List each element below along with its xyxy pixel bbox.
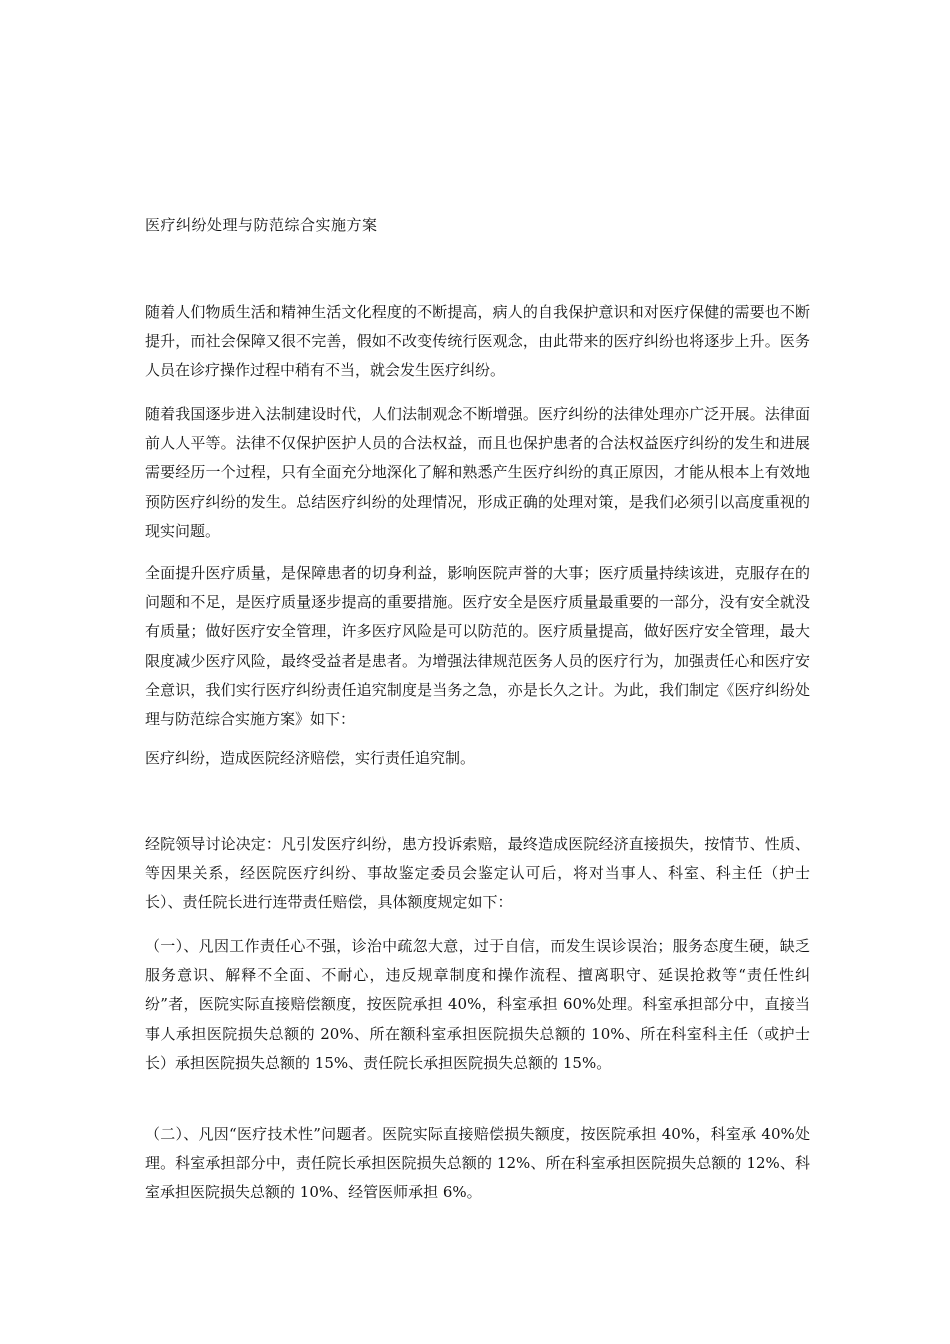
paragraph-2: 随着我国逐步进入法制建设时代，人们法制观念不断增强。医疗纠纷的法律处理亦广泛开展。法律面前人人平等。法律不仅保护医护人员的合法权益，而且也保护患者的合法权益医疗纠纷的发生和进展需要经历一个过程，只有全面充分地深化了解和熟悉产生医疗纠纷的真正原因，才能从根本上有效地预防医疗纠纷的发生。总结医疗纠纷的处理情况，形成正确的处理对策，是我们必须引以高度重视的现实问题。 xyxy=(145,405,810,540)
paragraph-3: 全面提升医疗质量，是保障患者的切身利益，影响医院声誉的大事；医疗质量持续该进，克服存在的问题和不足，是医疗质量逐步提高的重要措施。医疗安全是医疗质量最重要的一部分，没有安全就没有质量；做好医疗安全管理，许多医疗风险是可以防范的。医疗质量提高，做好医疗安全管理，最大限度减少医疗风险，最终受益者是患者。为增强法律规范医务人员的医疗行为，加强责任心和医疗安全意识，我们实行医疗纠纷责任追究制度是当务之急，亦是长久之计。为此，我们制定《医疗纠纷处理与防范综合实施方案》如下： xyxy=(145,564,810,729)
document-title: 医疗纠纷处理与防范综合实施方案 xyxy=(145,216,378,234)
paragraph-7: （二）、凡因“医疗技术性”问题者。医院实际直接赔偿损失额度，按医院承担 40%，科室承 40%处理。科室承担部分中，责任院长承担医院损失总额的 12%、所在科室承担医院损失总额的 12%、科室承担医院损失总额的 10%、经管医师承担 6%。 xyxy=(145,1125,810,1202)
paragraph-6: （一）、凡因工作责任心不强，诊治中疏忽大意，过于自信，而发生误诊误治；服务态度生硬，缺乏服务意识、解释不全面、不耐心，违反规章制度和操作流程、擅离职守、延误抢救等“责任性纠纷”者，医院实际直接赔偿额度，按医院承担 40%，科室承担 60%处理。科室承担部分中，直接当事人承担医院损失总额的 20%、所在额科室承担医院损失总额的 10%、所在科室科主任（或护士长）承担医院损失总额的 15%、责任院长承担医院损失总额的 15%。 xyxy=(145,937,810,1072)
paragraph-5: 经院领导讨论决定：凡引发医疗纠纷，患方投诉索赔，最终造成医院经济直接损失，按情节、性质、等因果关系，经医院医疗纠纷、事故鉴定委员会鉴定认可后，将对当事人、科室、科主任（护士长）、责任院长进行连带责任赔偿，具体额度规定如下： xyxy=(145,835,810,912)
paragraph-4: 医疗纠纷，造成医院经济赔偿，实行责任追究制。 xyxy=(145,749,476,767)
paragraph-1: 随着人们物质生活和精神生活文化程度的不断提高，病人的自我保护意识和对医疗保健的需要也不断提升，而社会保障又很不完善，假如不改变传统行医观念，由此带来的医疗纠纷也将逐步上升。医务人员在诊疗操作过程中稍有不当，就会发生医疗纠纷。 xyxy=(145,303,810,380)
